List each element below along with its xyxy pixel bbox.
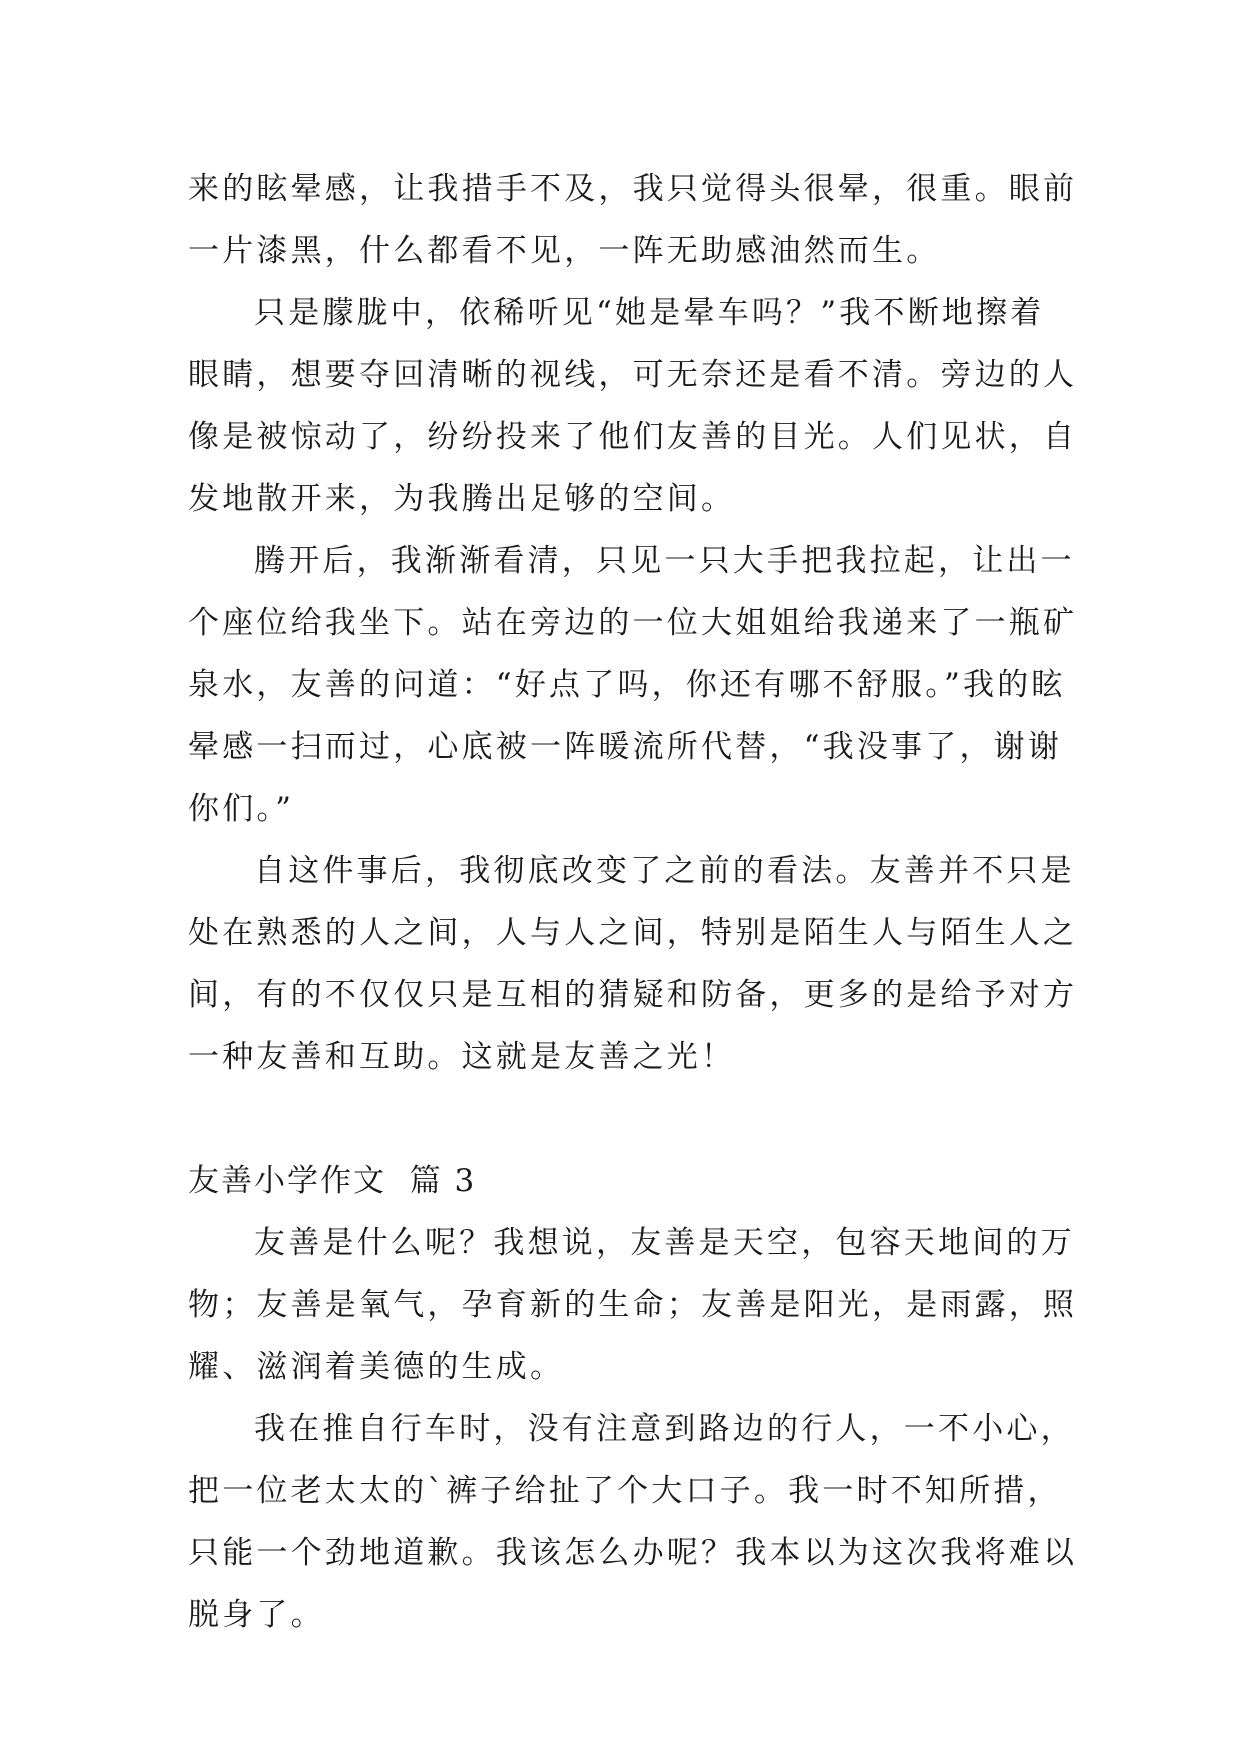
text-line: 脱身了。 <box>188 1597 325 1633</box>
text-line: 我在推自行车时，没有注意到路边的行人，一不小心， <box>254 1411 1075 1447</box>
text-line: 只是朦胧中，依稀听见“她是晕车吗？”我不断地擦着 <box>254 295 1045 331</box>
text-line: 一种友善和互助。这就是友善之光！ <box>188 1039 736 1075</box>
document-body <box>188 158 1078 1646</box>
text-line: 来的眩晕感，让我措手不及，我只觉得头很晕，很重。眼前 <box>188 171 1078 207</box>
text-line: 个座位给我坐下。站在旁边的一位大姐姐给我递来了一瓶矿 <box>188 605 1078 641</box>
paragraph <box>188 1398 1078 1646</box>
section-heading: 友善小学作文 篇 3 <box>188 1163 477 1199</box>
text-line: 泉水，友善的问道：“好点了吗，你还有哪不舒服。”我的眩 <box>188 667 1066 703</box>
text-line: 处在熟悉的人之间，人与人之间，特别是陌生人与陌生人之 <box>188 915 1078 951</box>
text-line: 晕感一扫而过，心底被一阵暖流所代替，“我没事了，谢谢 <box>188 729 1063 765</box>
text-line: 只能一个劲地道歉。我该怎么办呢？我本以为这次我将难以 <box>188 1535 1078 1571</box>
section-spacer <box>188 1088 1058 1150</box>
text-line: 友善是什么呢？我想说，友善是天空，包容天地间的万 <box>254 1225 1075 1261</box>
text-line: 自这件事后，我彻底改变了之前的看法。友善并不只是 <box>254 853 1075 889</box>
text-line: 耀、滋润着美德的生成。 <box>188 1349 565 1385</box>
text-line: 物；友善是氧气，孕育新的生命；友善是阳光，是雨露，照 <box>188 1287 1078 1323</box>
text-line: 腾开后，我渐渐看清，只见一只大手把我拉起，让出一 <box>254 543 1075 579</box>
text-line: 发地散开来，为我腾出足够的空间。 <box>188 481 736 517</box>
text-line: 像是被惊动了，纷纷投来了他们友善的目光。人们见状，自 <box>188 419 1078 455</box>
text-line: 间，有的不仅仅只是互相的猜疑和防备，更多的是给予对方 <box>188 977 1078 1013</box>
text-line: 一片漆黑，什么都看不见，一阵无助感油然而生。 <box>188 233 941 269</box>
text-line: 把一位老太太的`裤子给扯了个大口子。我一时不知所措， <box>188 1473 1062 1509</box>
paragraph <box>188 282 1078 530</box>
paragraph <box>188 1212 1078 1398</box>
text-line: 眼睛，想要夺回清晰的视线，可无奈还是看不清。旁边的人 <box>188 357 1078 393</box>
paragraph <box>188 840 1078 1088</box>
paragraph <box>188 530 1078 840</box>
paragraph <box>188 158 1078 282</box>
text-line: 你们。” <box>188 791 295 827</box>
